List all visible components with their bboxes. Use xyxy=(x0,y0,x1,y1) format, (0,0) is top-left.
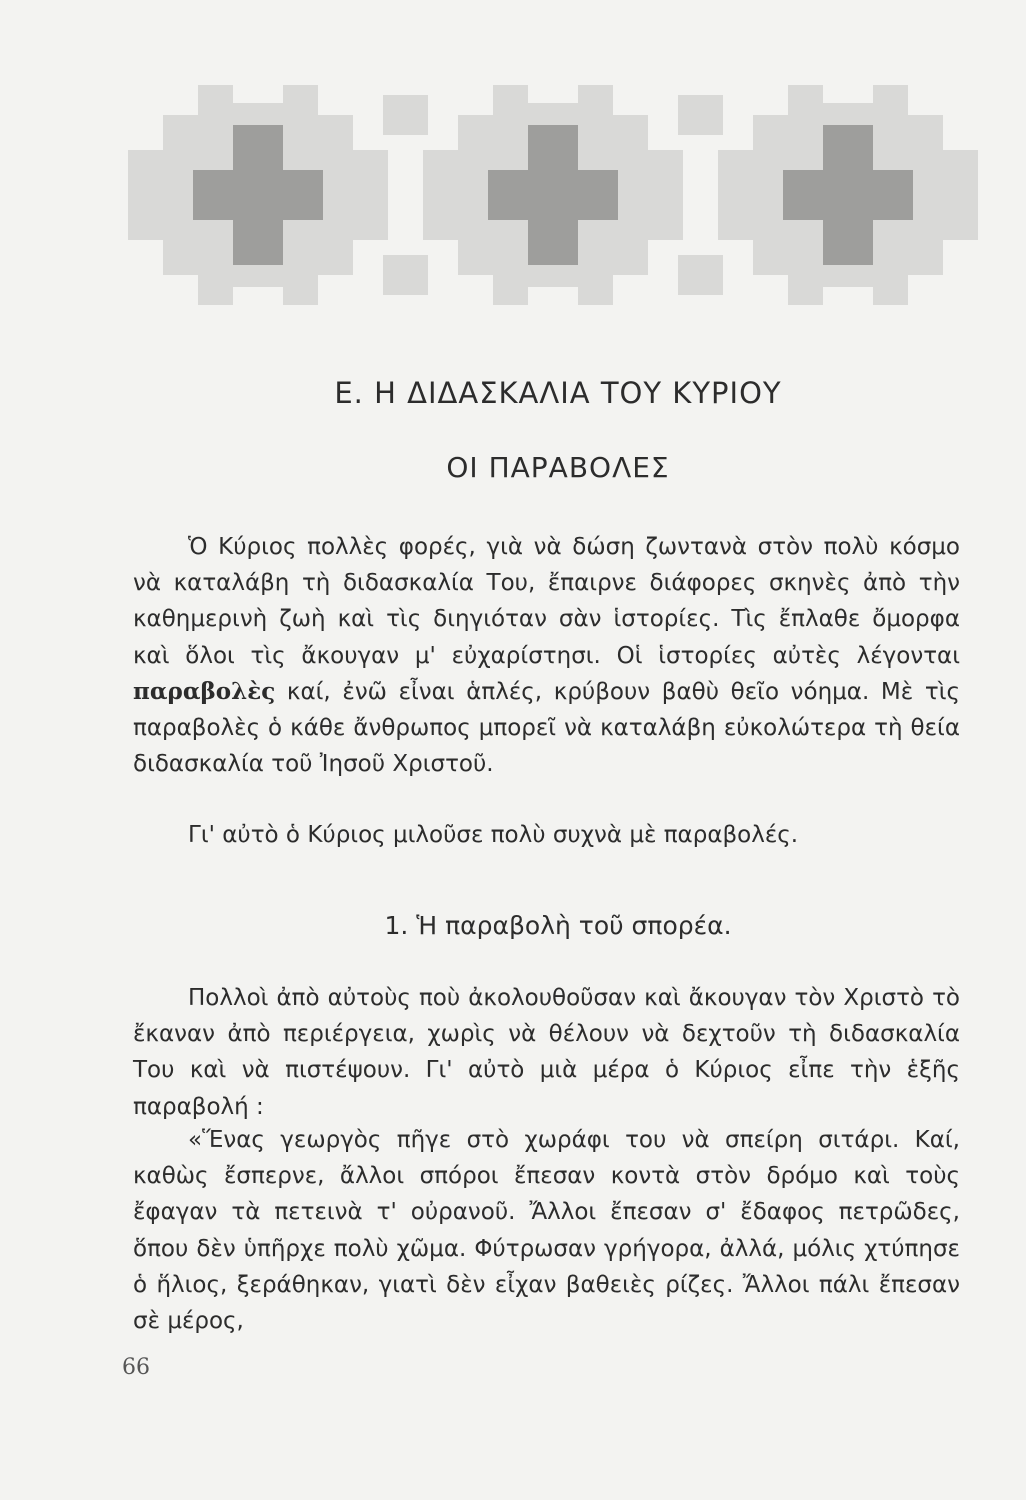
section-title: ΟΙ ΠΑΡΑΒΟΛΕΣ xyxy=(446,451,670,484)
parable-text-paragraph: «Ἕνας γεωργὸς πῆγε στὸ χωράφι του νὰ σπείρη σιτάρι. Καί, καθὼς ἔσπερνε, ἄλλοι σπόροι ἔπεσαν κοντὰ στὸν δρόμο καὶ τοὺς ἔφαγαν τὰ πετεινὰ τ' οὐρανοῦ. Ἄλλοι ἔπεσαν σ' ἔδαφος πετρῶδες, ὅπου δὲν ὑπῆρχε πολὺ χῶμα. Φύτρωσαν γρήγορα, ἀλλά, μόλις χτύπησε ὁ ἥλιος, ξεράθηκαν, γιατὶ δὲν εἶχαν βαθειὲς ρίζες. Ἄλλοι πάλι ἔπεσαν σὲ μέρος, xyxy=(133,1127,960,1335)
intro-paragraph xyxy=(133,529,960,782)
intro-text-end: καί, ἐνῶ εἶναι ἁπλές, κρύβουν βαθὺ θεῖο νόημα. Μὲ τὶς παραβολὲς ὁ κάθε ἄνθρωπος μπορεῖ νὰ καταλάβη εὐκολώτερα τὴ θεία διδασκαλία τοῦ Ἰησοῦ Χριστοῦ. xyxy=(133,678,960,778)
cross-pattern-ornament-icon xyxy=(128,70,978,330)
intro-text-start: Ὁ Κύριος πολλὲς φορές, γιὰ νὰ δώση ζωντανὰ στὸν πολὺ κόσμο νὰ καταλάβη τὴ διδασκαλία Του, ἔπαιρνε διάφορες σκηνὲς ἀπὸ τὴν καθημερινὴ ζωὴ καὶ τὶς διηγιόταν σὰν ἱστορίες. Τὶς ἔπλαθε ὄμορφα καὶ ὅλοι τὶς ἄκουγαν μ' εὐχαρίστησι. Οἱ ἱστορίες αὐτὲς λέγονται xyxy=(133,534,960,669)
parable-subheading: 1. Ἡ παραβολὴ τοῦ σπορέα. xyxy=(384,911,732,940)
body-paragraph: Πολλοὶ ἀπὸ αὐτοὺς ποὺ ἀκολουθοῦσαν καὶ ἄκουγαν τὸν Χριστὸ τὸ ἔκαναν ἀπὸ περιέργεια, χωρὶς νὰ θέλουν νὰ δεχτοῦν τὴ διδασκαλία Του καὶ νὰ πιστέψουν. Γι' αὐτὸ μιὰ μέρα ὁ Κύριος εἶπε τὴν ἑξῆς παραβολή : xyxy=(133,985,960,1120)
conclusion-paragraph: Γι' αὐτὸ ὁ Κύριος μιλοῦσε πολὺ συχνὰ μὲ παραβολές. xyxy=(188,822,799,848)
key-term-parables: παραβολὲς xyxy=(133,677,276,705)
page-number: 66 xyxy=(122,1355,150,1380)
chapter-title: Ε. Η ΔΙΔΑΣΚΑΛΙΑ ΤΟΥ ΚΥΡΙΟΥ xyxy=(334,376,782,410)
